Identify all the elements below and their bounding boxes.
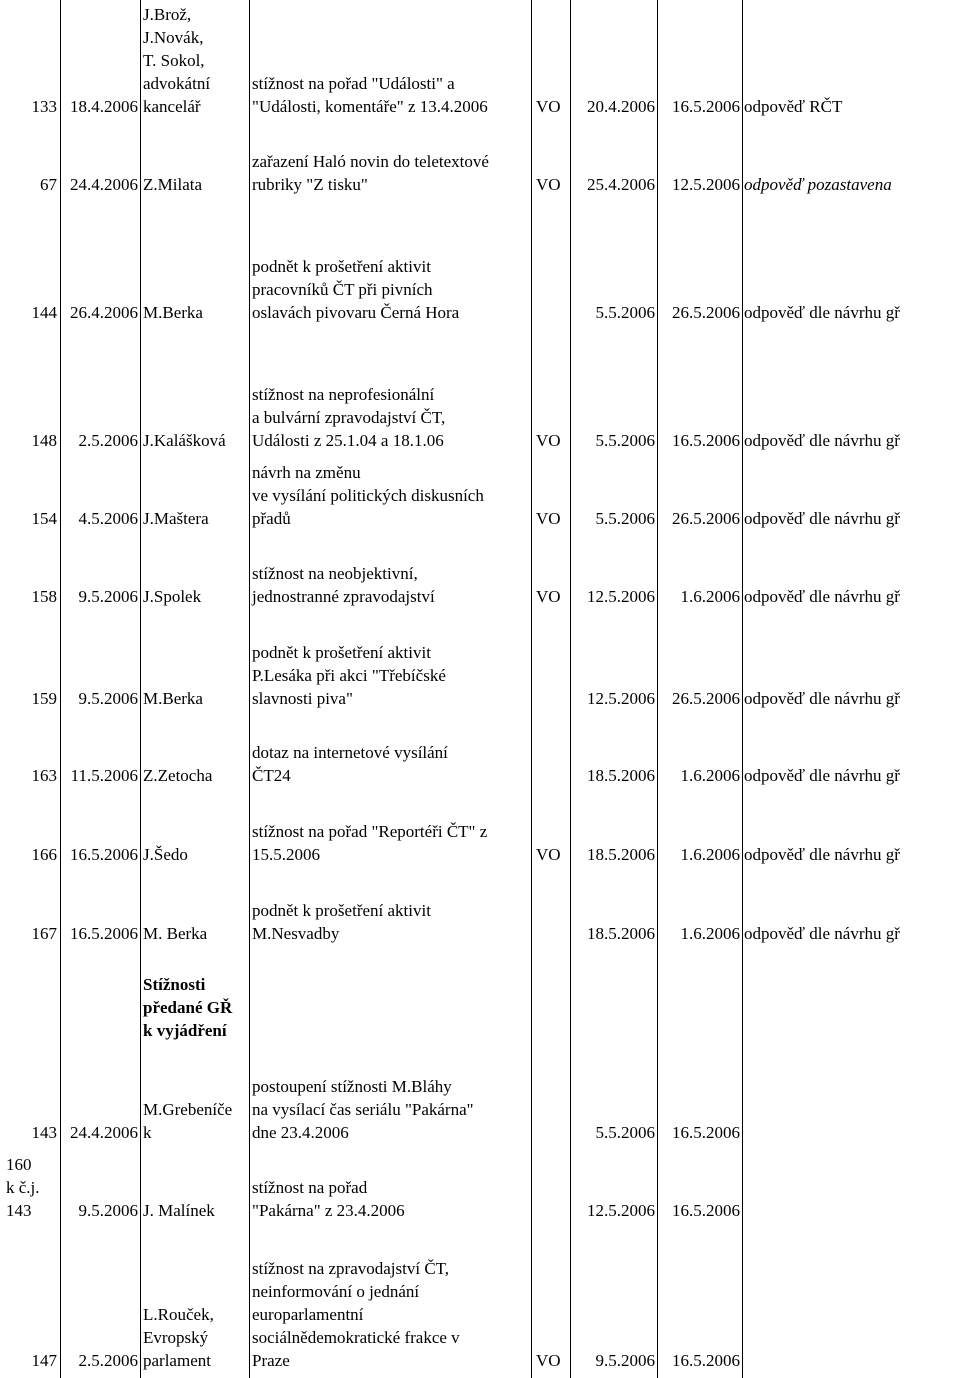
vo-code-line: VO (536, 587, 561, 606)
sender-name-line: Z.Zetocha (143, 766, 213, 785)
vo-code-line: VO (536, 845, 561, 864)
subject-text-line: "Události, komentáře" z 13.4.2006 (252, 97, 488, 116)
subject-text-line: zařazení Haló novin do teletextové (252, 152, 489, 171)
sender-name-line: J.Spolek (143, 587, 202, 606)
date-forwarded-line: 5.5.2006 (595, 1123, 655, 1142)
sender-name-line: M.Berka (143, 689, 203, 708)
received-date-line: 4.5.2006 (78, 509, 138, 528)
date-forwarded-line: 12.5.2006 (587, 1201, 655, 1220)
resolution-status-line: odpověď dle návrhu gř (744, 845, 900, 864)
date-forwarded-line: 18.5.2006 (587, 766, 655, 785)
subject-text-line: a bulvární zpravodajství ČT, (252, 408, 446, 427)
date-forwarded-line: 5.5.2006 (595, 509, 655, 528)
subject-text-line: stížnost na zpravodajství ČT, (252, 1259, 450, 1278)
record-number (0, 1349, 57, 1372)
resolution-status-line: odpověď dle návrhu gř (744, 509, 900, 528)
received-date-line: 16.5.2006 (70, 845, 138, 864)
sender-name-line: L.Rouček, (143, 1305, 214, 1324)
subject-text-line: podnět k prošetření aktivit (252, 901, 431, 920)
date-resolved-line: 16.5.2006 (672, 1123, 740, 1142)
sender-name-line: J.Maštera (143, 509, 209, 528)
subject-text (252, 1257, 531, 1372)
vo-code (536, 1349, 570, 1372)
subject-text-line: stížnost na pořad "Reportéři ČT" z (252, 822, 488, 841)
date-resolved-line: 16.5.2006 (672, 1201, 740, 1220)
sender-name-line: J.Brož, (143, 5, 192, 24)
subject-text-line: stížnost na neobjektivní, (252, 564, 418, 583)
date-resolved-line: 12.5.2006 (672, 175, 740, 194)
date-forwarded (570, 1349, 655, 1372)
subject-text-line: Praze (252, 1351, 290, 1370)
received-date-line: 2.5.2006 (78, 1351, 138, 1370)
record-number-line: 163 (31, 766, 57, 785)
subject-text-line: jednostranné zpravodajství (252, 587, 435, 606)
subject-text-line: P.Lesáka při akci "Třebíčské (252, 666, 446, 685)
subject-text-line: podnět k prošetření aktivit (252, 643, 431, 662)
date-resolved-line: 16.5.2006 (672, 431, 740, 450)
sender-name-line: kancelář (143, 97, 201, 116)
subject-text-line: rubriky "Z tisku" (252, 175, 368, 194)
sender-name-line: J.Novák, (143, 28, 204, 47)
subject-text-line: na vysílací čas seriálu "Pakárna" (252, 1100, 474, 1119)
subject-text-line: dotaz na internetové vysílání (252, 743, 448, 762)
received-date-line: 18.4.2006 (70, 97, 138, 116)
received-date-line: 24.4.2006 (70, 1123, 138, 1142)
record-number-line: 67 (40, 175, 57, 194)
received-date-line: 9.5.2006 (78, 689, 138, 708)
record-number-line: 167 (31, 924, 57, 943)
date-resolved-line: 1.6.2006 (680, 587, 740, 606)
received-date-line: 11.5.2006 (70, 766, 138, 785)
subject-text-line: postoupení stížnosti M.Bláhy (252, 1077, 452, 1096)
subject-text-line: slavnosti piva" (252, 689, 353, 708)
subject-text-line: návrh na změnu (252, 463, 361, 482)
sender-name (143, 1303, 249, 1372)
sender-name-line: J. Malínek (143, 1201, 215, 1220)
subject-text-line: stížnost na pořad (252, 1178, 368, 1197)
vo-code-line: VO (536, 1351, 561, 1370)
date-resolved-line: 1.6.2006 (680, 924, 740, 943)
subject-text-line: podnět k prošetření aktivit (252, 257, 431, 276)
subject-text-line: přadů (252, 509, 291, 528)
date-resolved-line: 16.5.2006 (672, 97, 740, 116)
resolution-status-line: odpověď pozastavena (744, 175, 892, 194)
section-heading-line: Stížnosti (143, 975, 206, 994)
sender-name-line: T. Sokol, (143, 51, 205, 70)
sender-name-line: Z.Milata (143, 175, 203, 194)
subject-text-line: 15.5.2006 (252, 845, 320, 864)
subject-text-line: sociálnědemokratické frakce v (252, 1328, 460, 1347)
sender-name-line: M.Berka (143, 303, 203, 322)
date-forwarded-line: 5.5.2006 (595, 303, 655, 322)
date-forwarded-line: 18.5.2006 (587, 924, 655, 943)
vo-code-line: VO (536, 175, 561, 194)
received-date-line: 2.5.2006 (78, 431, 138, 450)
subject-text-line: ČT24 (252, 766, 291, 785)
subject-text-line: stížnost na neprofesionální (252, 385, 435, 404)
resolution-status-line: odpověď dle návrhu gř (744, 431, 900, 450)
section-heading-line: k vyjádření (143, 1021, 227, 1040)
record-number-line: 143 (6, 1201, 32, 1220)
subject-text-line: pracovníků ČT při pivních (252, 280, 433, 299)
date-resolved-line: 26.5.2006 (672, 509, 740, 528)
date-resolved-line: 1.6.2006 (680, 766, 740, 785)
date-forwarded-line: 12.5.2006 (587, 587, 655, 606)
subject-text-line: ve vysílání politických diskusních (252, 486, 484, 505)
subject-text-line: dne 23.4.2006 (252, 1123, 349, 1142)
resolution-status-line: odpověď RČT (744, 97, 843, 116)
date-resolved-line: 1.6.2006 (680, 845, 740, 864)
date-resolved-line: 26.5.2006 (672, 303, 740, 322)
received-date-line: 16.5.2006 (70, 924, 138, 943)
subject-text-line: Události z 25.1.04 a 18.1.06 (252, 431, 444, 450)
record-number-line: 159 (31, 689, 57, 708)
received-date-line: 26.4.2006 (70, 303, 138, 322)
date-resolved (657, 1349, 740, 1372)
subject-text-line: "Pakárna" z 23.4.2006 (252, 1201, 405, 1220)
record-number-line: 144 (31, 303, 57, 322)
sender-name-line: J.Šedo (143, 845, 188, 864)
sender-name-line: Evropský (143, 1328, 209, 1347)
date-forwarded-line: 20.4.2006 (587, 97, 655, 116)
vo-code-line: VO (536, 431, 561, 450)
vo-code-line: VO (536, 509, 561, 528)
sender-name-line: M.Grebeníče (143, 1100, 233, 1119)
record-number-line: 166 (31, 845, 57, 864)
date-forwarded-line: 9.5.2006 (595, 1351, 655, 1370)
record-number-line: 148 (31, 431, 57, 450)
sender-name-line: M. Berka (143, 924, 208, 943)
sender-name-line: J.Kalášková (143, 431, 226, 450)
resolution-status-line: odpověď dle návrhu gř (744, 587, 900, 606)
sender-name-line: k (143, 1123, 152, 1142)
subject-text-line: europarlamentní (252, 1305, 364, 1324)
vo-code-line: VO (536, 97, 561, 116)
record-number-line: 158 (31, 587, 57, 606)
subject-text-line: M.Nesvadby (252, 924, 340, 943)
subject-text-line: neinformování o jednání (252, 1282, 420, 1301)
date-forwarded-line: 18.5.2006 (587, 845, 655, 864)
date-resolved-line: 26.5.2006 (672, 689, 740, 708)
record-number-line: 143 (31, 1123, 57, 1142)
record-number-line: k č.j. (6, 1178, 40, 1197)
date-forwarded-line: 5.5.2006 (595, 431, 655, 450)
sender-name-line: parlament (143, 1351, 211, 1370)
section-heading-line: předané GŘ (143, 998, 233, 1017)
date-resolved-line: 16.5.2006 (672, 1351, 740, 1370)
record-number-line: 154 (31, 509, 57, 528)
resolution-status-line: odpověď dle návrhu gř (744, 766, 900, 785)
resolution-status-line: odpověď dle návrhu gř (744, 689, 900, 708)
sender-name-line: advokátní (143, 74, 211, 93)
received-date (60, 1349, 138, 1372)
received-date-line: 9.5.2006 (78, 1201, 138, 1220)
subject-text-line: oslavách pivovaru Černá Hora (252, 303, 460, 322)
received-date-line: 24.4.2006 (70, 175, 138, 194)
resolution-status-line: odpověď dle návrhu gř (744, 924, 900, 943)
date-forwarded-line: 12.5.2006 (587, 689, 655, 708)
subject-text-line: stížnost na pořad "Události" a (252, 74, 455, 93)
resolution-status-line: odpověď dle návrhu gř (744, 303, 900, 322)
received-date-line: 9.5.2006 (78, 587, 138, 606)
record-number-line: 160 (6, 1155, 32, 1174)
record-number-line: 147 (31, 1351, 57, 1370)
record-number-line: 133 (31, 97, 57, 116)
date-forwarded-line: 25.4.2006 (587, 175, 655, 194)
